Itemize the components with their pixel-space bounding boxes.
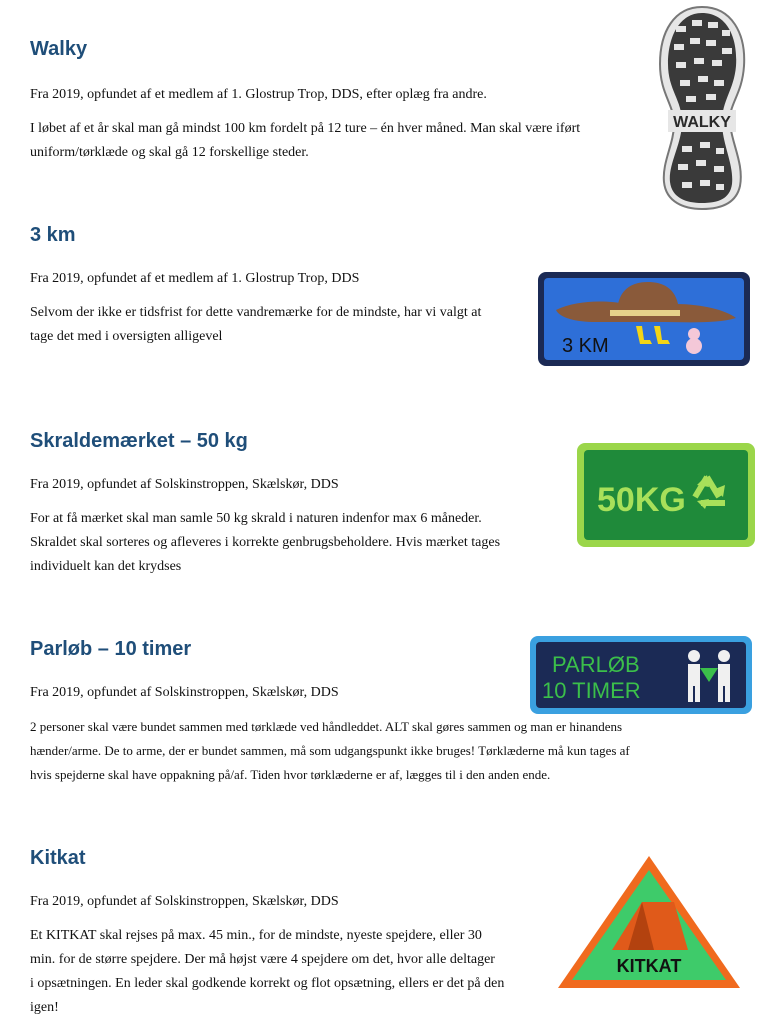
kitkat-badge xyxy=(554,852,744,994)
parlob-badge xyxy=(528,634,754,716)
body-line: hænder/arme. De to arme, der er bundet sammen, må som udgangspunkt ikke bruges! Tørklæderne må kun tages af xyxy=(30,743,630,758)
origin-text: Fra 2019, opfundet af Solskinstroppen, Skælskør, DDS xyxy=(30,685,339,700)
3km-badge xyxy=(536,270,752,368)
section-kitkat xyxy=(30,846,550,1020)
section-skraldemaerket xyxy=(30,429,570,579)
section-title: Skraldemærket – 50 kg xyxy=(30,430,248,452)
section-walky xyxy=(30,37,640,165)
body-line: I løbet af et år skal man gå mindst 100 km fordelt på 12 ture – én hver måned. Man skal være iført xyxy=(30,121,581,136)
body-line: tage det med i oversigten alligevel xyxy=(30,329,223,344)
body-line: hvis spejderne skal have oppakning på/af. Tiden hvor tørklæderne er af, lægges til i den anden ende. xyxy=(30,767,551,782)
body-line: Selvom der ikke er tidsfrist for dette vandremærke for de mindste, har vi valgt at xyxy=(30,305,482,320)
50kg-badge xyxy=(575,441,757,549)
body-line: igen! xyxy=(30,1000,59,1015)
walky-badge-label: WALKY xyxy=(673,114,731,131)
section-3km xyxy=(30,223,530,349)
section-title: 3 km xyxy=(30,224,76,246)
50kg-badge-label: 50KG xyxy=(597,481,686,519)
origin-text: Fra 2019, opfundet af et medlem af 1. Glostrup Trop, DDS, efter oplæg fra andre. xyxy=(30,87,487,102)
body-line: 2 personer skal være bundet sammen med tørklæde ved håndleddet. ALT skal gøres sammen og man er hinandens xyxy=(30,719,623,734)
body-line: Skraldet skal sorteres og afleveres i korrekte genbrugsbeholdere. Hvis mærket tages xyxy=(30,535,501,550)
3km-badge-label: 3 KM xyxy=(562,335,609,357)
section-title: Parløb – 10 timer xyxy=(30,638,192,660)
walky-badge xyxy=(654,4,750,210)
section-title: Walky xyxy=(30,38,88,60)
parlob-badge-label-2: 10 TIMER xyxy=(542,678,641,703)
body-line: min. for de større spejdere. Der må højst være 4 spejdere om det, hvor alle deltager xyxy=(30,952,495,967)
kitkat-badge-label: KITKAT xyxy=(616,956,682,976)
body-line: Et KITKAT skal rejses på max. 45 min., for de mindste, nyeste spejdere, eller 30 xyxy=(30,928,482,943)
body-line: individuelt kan det krydses xyxy=(30,559,182,574)
body-line: For at få mærket skal man samle 50 kg skrald i naturen indenfor max 6 måneder. xyxy=(30,511,482,526)
origin-text: Fra 2019, opfundet af et medlem af 1. Glostrup Trop, DDS xyxy=(30,271,360,286)
section-title: Kitkat xyxy=(30,847,86,869)
body-line: i opsætningen. En leder skal godkende korrekt og flot opsætning, ellers er det på den xyxy=(30,976,505,991)
body-line: uniform/tørklæde og skal gå 12 forskellige steder. xyxy=(30,145,309,160)
parlob-badge-label-1: PARLØB xyxy=(552,652,640,677)
origin-text: Fra 2019, opfundet af Solskinstroppen, Skælskør, DDS xyxy=(30,477,339,492)
origin-text: Fra 2019, opfundet af Solskinstroppen, Skælskør, DDS xyxy=(30,894,339,909)
